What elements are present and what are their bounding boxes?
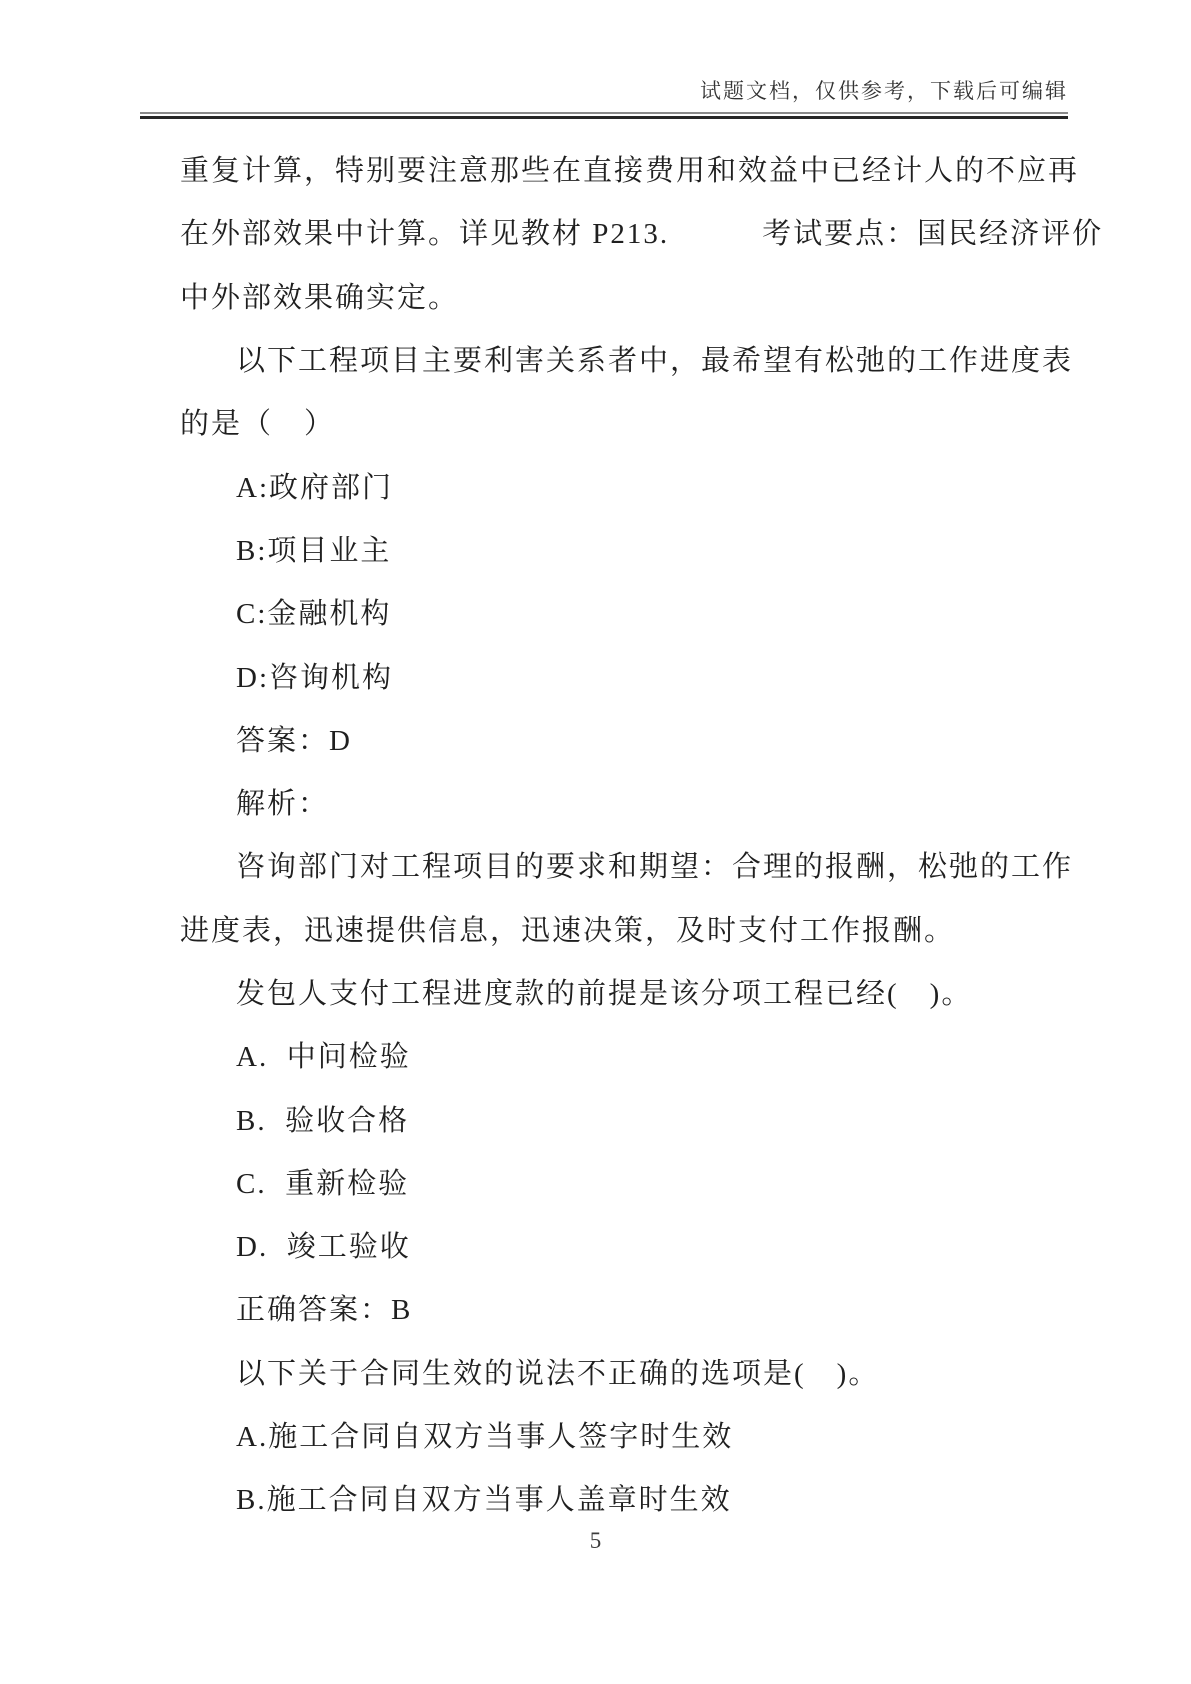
page-number: 5 [589,1528,602,1553]
header-notice: 试题文档，仅供参考，下载后可编辑 [700,79,1068,103]
text-line-12: 进度表，迅速提供信息，迅速决策，及时支付工作报酬。 [180,914,956,947]
text-line-15: B. 验收合格 [236,1104,410,1137]
text-line-16: C. 重新检验 [236,1167,410,1200]
text-line-2: 中外部效果确实定。 [180,281,460,314]
text-line-19: 以下关于合同生效的说法不正确的选项是( )。 [236,1357,880,1390]
page-footer [0,1528,1191,1554]
text-line-8: D:咨询机构 [236,661,394,694]
text-line-9: 答案：D [236,724,352,757]
text-line-3: 以下工程项目主要利害关系者中，最希望有松弛的工作进度表 [236,345,1074,378]
text-line-5: A:政府部门 [236,471,394,504]
text-line-7: C:金融机构 [236,598,392,631]
text-line-6: B:项目业主 [236,534,392,567]
text-line-21: B.施工合同自双方当事人盖章时生效 [236,1484,732,1517]
text-line-14: A. 中问检验 [236,1041,411,1074]
text-line-13: 发包人支付工程进度款的前提是该分项工程已经( )。 [236,978,973,1010]
text-line-20: A.施工合同自双方当事人签字时生效 [236,1421,734,1454]
text-line-17: D. 竣工验收 [236,1231,411,1264]
text-line-4: 的是（ ） [180,408,336,441]
text-line-11: 咨询部门对工程项目的要求和期望：合理的报酬，松弛的工作 [236,851,1074,884]
header-rule [140,112,1068,119]
text-line-18: 正确答案：B [236,1294,413,1327]
page-header [140,76,1068,119]
text-line-0: 重复计算，特别要注意那些在直接费用和效益中已经计人的不应再 [180,155,1080,188]
document-body [180,137,1104,1530]
text-line-10: 解析： [236,788,330,821]
text-line-1: 在外部效果中计算。详见教材 P213. 考试要点：国民经济评价 [180,218,1104,251]
